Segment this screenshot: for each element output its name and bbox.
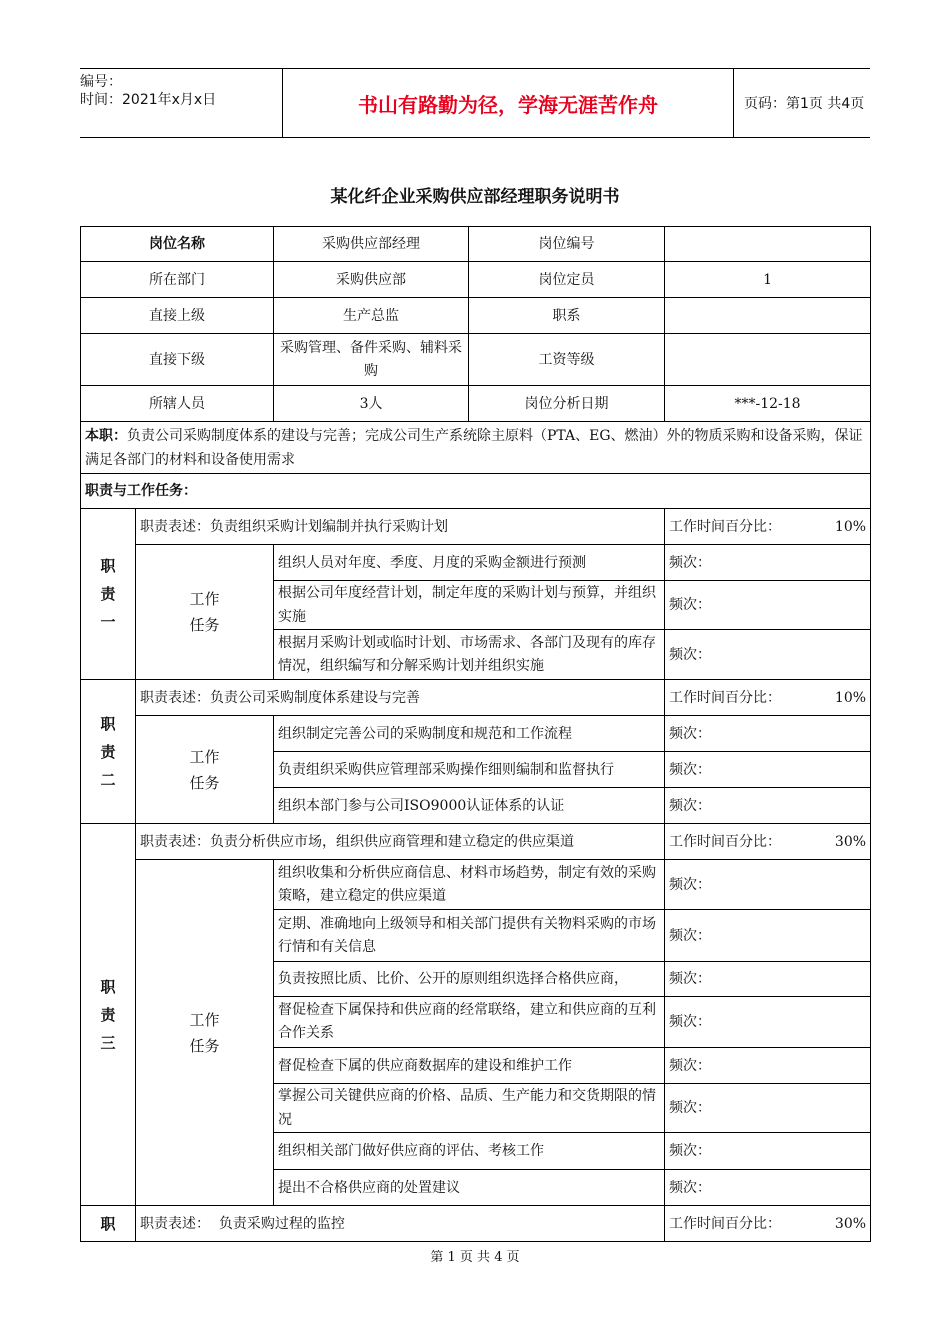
info-label: 岗位名称 (81, 227, 274, 262)
duty-statement-row (81, 509, 871, 545)
duty-label: 职 责 一 (81, 509, 136, 680)
info-label: 岗位定员 (469, 262, 665, 298)
duty-statement: 职责表述：负责组织采购计划编制并执行采购计划 (136, 509, 665, 545)
task-text: 根据月采购计划或临时计划、市场需求、各部门及现有的库存情况，组织编写和分解采购计划并组织实施 (274, 630, 665, 680)
percent-label: 工作时间百分比： (669, 689, 782, 706)
info-value: 采购管理、备件采购、辅料采购 (274, 334, 469, 386)
number-label: 编号： (80, 74, 122, 90)
task-text: 组织人员对年度、季度、月度的采购金额进行预测 (274, 545, 665, 581)
duty-label: 职 责 二 (81, 680, 136, 824)
duties-heading-row (81, 474, 871, 509)
info-label: 所辖人员 (81, 386, 274, 422)
task-label: 工作 任务 (136, 860, 274, 1206)
duty-percent (665, 680, 871, 716)
duty-statement: 职责表述：负责公司采购制度体系建设与完善 (136, 680, 665, 716)
frequency: 频次： (665, 1170, 871, 1206)
info-label: 直接下级 (81, 334, 274, 386)
info-value: 1 (665, 262, 871, 298)
task-text: 负责组织采购供应管理部采购操作细则编制和监督执行 (274, 752, 665, 788)
duty-label: 职 (81, 1206, 136, 1242)
task-text: 提出不合格供应商的处置建议 (274, 1170, 665, 1206)
role-text: 负责公司采购制度体系的建设与完善；完成公司生产系统除主原料（PTA、EG、燃油）外的物质采购和设备采购，保证满足各部门的材料和设备使用需求 (85, 427, 863, 468)
percent-value: 10% (834, 689, 867, 706)
info-label: 所在部门 (81, 262, 274, 298)
frequency: 频次： (665, 716, 871, 752)
info-value (665, 227, 871, 262)
task-text: 定期、准确地向上级领导和相关部门提供有关物料采购的市场行情和有关信息 (274, 910, 665, 962)
task-text: 根据公司年度经营计划，制定年度的采购计划与预算，并组织实施 (274, 581, 665, 630)
page-footer: 第 1 页 共 4 页 (430, 1250, 520, 1265)
task-row (81, 860, 871, 910)
job-description-table (80, 226, 871, 1242)
info-value: 生产总监 (274, 298, 469, 334)
task-text: 督促检查下属的供应商数据库的建设和维护工作 (274, 1048, 665, 1084)
info-row (81, 262, 871, 298)
frequency: 频次： (665, 545, 871, 581)
frequency: 频次： (665, 860, 871, 910)
duties-heading: 职责与工作任务： (81, 474, 871, 509)
info-label: 直接上级 (81, 298, 274, 334)
role-cell (81, 422, 871, 474)
info-value: 3人 (274, 386, 469, 422)
document-title: 某化纤企业采购供应部经理职务说明书 (330, 187, 620, 207)
page-header (80, 68, 870, 138)
info-row (81, 298, 871, 334)
frequency: 频次： (665, 752, 871, 788)
task-label: 工作 任务 (136, 716, 274, 824)
percent-value: 10% (834, 518, 867, 535)
task-row (81, 716, 871, 752)
duty-statement-row (81, 680, 871, 716)
frequency: 频次： (665, 630, 871, 680)
frequency: 频次： (665, 997, 871, 1048)
role-label: 本职： (85, 427, 127, 444)
frequency: 频次： (665, 1133, 871, 1170)
duty-statement-row (81, 824, 871, 860)
info-value: ***-12-18 (665, 386, 871, 422)
task-label: 工作 任务 (136, 545, 274, 680)
percent-label: 工作时间百分比： (669, 1215, 782, 1232)
duty-statement-row (81, 1206, 871, 1242)
info-row (81, 386, 871, 422)
frequency: 频次： (665, 962, 871, 997)
duty-percent (665, 509, 871, 545)
task-text: 负责按照比质、比价、公开的原则组织选择合格供应商， (274, 962, 665, 997)
info-value: 采购供应部 (274, 262, 469, 298)
task-text: 督促检查下属保持和供应商的经常联络，建立和供应商的互利合作关系 (274, 997, 665, 1048)
percent-value: 30% (834, 833, 867, 850)
info-label: 岗位分析日期 (469, 386, 665, 422)
frequency: 频次： (665, 910, 871, 962)
info-value: 采购供应部经理 (274, 227, 469, 262)
percent-label: 工作时间百分比： (669, 833, 782, 850)
duty-percent (665, 1206, 871, 1242)
task-text: 组织制定完善公司的采购制度和规范和工作流程 (274, 716, 665, 752)
task-text: 组织相关部门做好供应商的评估、考核工作 (274, 1133, 665, 1170)
info-row (81, 227, 871, 262)
task-text: 组织本部门参与公司ISO9000认证体系的认证 (274, 788, 665, 824)
info-value (665, 334, 871, 386)
info-label: 工资等级 (469, 334, 665, 386)
header-left (80, 69, 282, 137)
percent-label: 工作时间百分比： (669, 518, 782, 535)
frequency: 频次： (665, 1084, 871, 1133)
duty-statement: 职责表述： 负责采购过程的监控 (136, 1206, 665, 1242)
page-code: 页码：第1页 共4页 (744, 96, 865, 112)
time-label: 时间：2021年x月x日 (80, 92, 217, 108)
duty-label: 职 责 三 (81, 824, 136, 1206)
info-label: 岗位编号 (469, 227, 665, 262)
role-row (81, 422, 871, 474)
info-value (665, 298, 871, 334)
info-label: 职系 (469, 298, 665, 334)
frequency: 频次： (665, 1048, 871, 1084)
header-slogan: 书山有路勤为径，学海无涯苦作舟 (282, 69, 734, 137)
task-text: 掌握公司关键供应商的价格、品质、生产能力和交货期限的情况 (274, 1084, 665, 1133)
duty-statement: 职责表述：负责分析供应市场，组织供应商管理和建立稳定的供应渠道 (136, 824, 665, 860)
frequency: 频次： (665, 581, 871, 630)
info-row (81, 334, 871, 386)
task-row (81, 545, 871, 581)
percent-value: 30% (834, 1215, 867, 1232)
frequency: 频次： (665, 788, 871, 824)
task-text: 组织收集和分析供应商信息、材料市场趋势，制定有效的采购策略，建立稳定的供应渠道 (274, 860, 665, 910)
duty-percent (665, 824, 871, 860)
